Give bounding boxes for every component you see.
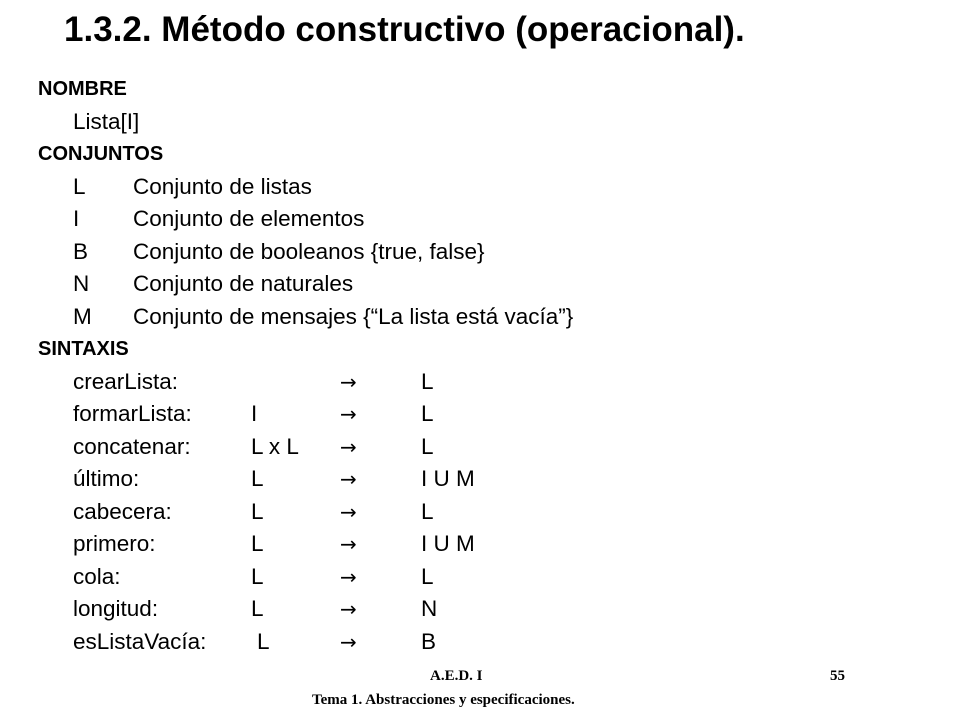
operation-codomain: L <box>421 563 434 589</box>
footer-course: A.E.D. I <box>430 668 483 684</box>
operation-codomain: B <box>421 628 437 654</box>
set-description: Conjunto de elementos <box>133 206 365 231</box>
set-symbol: N <box>73 271 90 296</box>
set-symbol: B <box>73 238 89 264</box>
operation-codomain: L <box>421 498 434 524</box>
right-arrow-icon: → <box>340 434 357 459</box>
right-arrow-icon: → <box>340 467 357 491</box>
right-arrow-icon: → <box>340 564 357 589</box>
operation-domain: L <box>251 498 264 524</box>
set-symbol: I <box>73 206 80 231</box>
operation-domain: L <box>251 596 264 621</box>
operation-name: esListaVacía: <box>73 628 207 654</box>
operation-domain: L <box>251 563 264 589</box>
operation-codomain: L <box>421 433 434 459</box>
set-row <box>38 301 918 334</box>
sintaxis-heading: SINTAXIS <box>38 338 129 360</box>
set-row <box>38 268 918 301</box>
operation-codomain: N <box>421 596 438 621</box>
set-symbol: M <box>73 303 92 329</box>
operation-row <box>38 366 918 399</box>
operation-name: concatenar: <box>73 433 191 459</box>
operation-codomain: L <box>421 401 434 426</box>
set-description: Conjunto de naturales <box>133 271 354 296</box>
right-arrow-icon: → <box>340 369 357 394</box>
set-row <box>38 203 918 236</box>
right-arrow-icon: → <box>340 629 357 654</box>
nombre-heading: NOMBRE <box>38 78 127 100</box>
operation-row <box>38 431 918 464</box>
specification-body <box>38 73 918 658</box>
operation-domain: L <box>251 531 264 556</box>
operation-row <box>38 398 918 431</box>
operation-name: último: <box>73 466 140 491</box>
conjuntos-heading: CONJUNTOS <box>38 143 164 165</box>
operation-domain: I <box>251 401 258 426</box>
right-arrow-icon: → <box>340 597 357 621</box>
operation-row <box>38 463 918 496</box>
set-symbol: L <box>73 173 86 199</box>
set-description: Conjunto de mensajes {“La lista está vacía”} <box>133 303 574 329</box>
operation-row <box>38 528 918 561</box>
operation-row <box>38 593 918 626</box>
operation-row <box>38 561 918 594</box>
operation-name: cola: <box>73 563 121 589</box>
operation-name: formarLista: <box>73 401 192 426</box>
set-row <box>38 171 918 204</box>
page-number: 55 <box>830 668 845 684</box>
operation-row <box>38 496 918 529</box>
footer-subtitle: Tema 1. Abstracciones y especificaciones. <box>312 692 575 708</box>
operation-name: cabecera: <box>73 498 172 524</box>
right-arrow-icon: → <box>340 532 357 556</box>
operation-domain: L <box>251 466 264 491</box>
set-description: Conjunto de booleanos {true, false} <box>133 238 485 264</box>
operation-name: crearLista: <box>73 368 179 394</box>
operation-codomain: I U M <box>421 466 475 491</box>
operation-codomain: L <box>421 368 434 394</box>
right-arrow-icon: → <box>340 402 357 426</box>
slide-title: 1.3.2. Método constructivo (operacional). <box>64 10 745 49</box>
operation-name: primero: <box>73 531 156 556</box>
operation-codomain: I U M <box>421 531 475 556</box>
set-description: Conjunto de listas <box>133 173 312 199</box>
operation-row <box>38 626 918 659</box>
operation-domain: L x L <box>251 433 299 459</box>
right-arrow-icon: → <box>340 499 357 524</box>
nombre-value: Lista[I] <box>73 108 140 134</box>
set-row <box>38 236 918 269</box>
operation-domain: L <box>257 628 270 654</box>
operation-name: longitud: <box>73 596 159 621</box>
